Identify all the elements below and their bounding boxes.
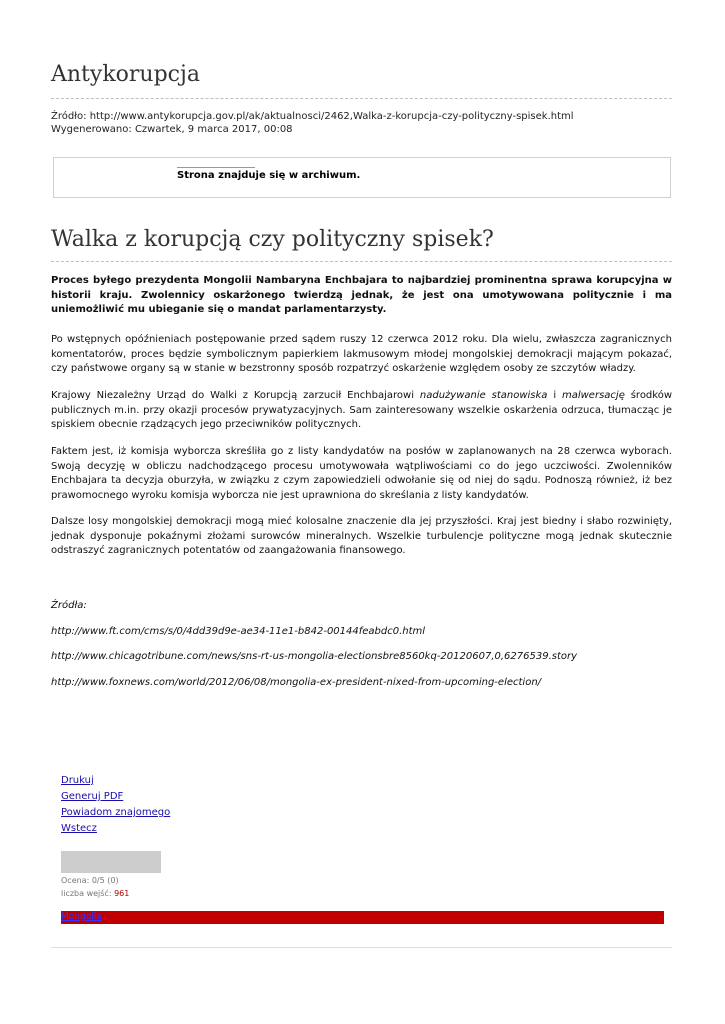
generated-line: Wygenerowano: Czwartek, 9 marca 2017, 00:08 [51,124,293,135]
visit-counter [61,889,129,898]
visit-counter-label: liczba wejść: [61,889,115,898]
title-divider [51,98,672,99]
paragraph-2-text-a: Krajowy Niezależny Urząd do Walki z Korupcją zarzucił Enchbajarowi [51,390,420,401]
site-title: Antykorupcja [51,62,200,87]
back-link[interactable]: Wstecz [61,823,97,834]
notify-friend-link[interactable]: Powiadom znajomego [61,807,171,818]
article-lead: Proces byłego prezydenta Mongolii Nambaryna Enchbajara to najbardziej prominentna sprawa korupcyjna w historii kraju. Zwolennicy oskarżonego twierdzą jednak, że jest ona umotywowana politycznie i ma uniemożliwić mu ubieganie się o mandat parlamentarzysty. [51,275,672,315]
article-title-divider [51,261,672,262]
source-link-1: http://www.ft.com/cms/s/0/4dd39d9e-ae34-11e1-b842-00144feabdc0.html [51,626,426,637]
rating-text: Ocena: 0/5 (0) [61,876,119,885]
sources-label: Źródła: [51,600,87,611]
source-link-3: http://www.foxnews.com/world/2012/06/08/mongolia-ex-president-nixed-from-upcoming-election/ [51,677,542,688]
generate-pdf-link[interactable]: Generuj PDF [61,791,124,802]
article-paragraph-3: Faktem jest, iż komisja wyborcza skreśliła go z listy kandydatów na posłów w zaplanowanych na 28 czerwca wyborach. Swoją decyzję w obliczu nadchodzącego procesu umotywowała wątpliwościami co do jego uczciwości. Zwolenników Enchbajara ta decyzja oburzyła, w związku z czym zapowiedzieli odwołanie się od niej do sądu. Podnoszą również, iż bez prawomocnego wyroku komisja wyborcza nie jest uprawniona do skreślania z listy kandydatów. [51,446,672,501]
emphasis-abuse: nadużywanie stanowiska [419,390,548,401]
source-line: Źródło: http://www.antykorupcja.gov.pl/ak/aktualnosci/2462,Walka-z-korupcja-czy-polityczny-spisek.html [51,111,574,122]
source-link-2: http://www.chicagotribune.com/news/sns-rt-us-mongolia-electionsbre8560kq-20120607,0,6276539.story [51,651,578,662]
article-paragraph-4: Dalsze losy mongolskiej demokracji mogą mieć kolosalne znaczenie dla jej przyszłości. Kraj jest biedny i słabo rozwinięty, jednak dysponuje pokaźnymi złożami surowców mineralnych. Wszelkie turbulencje polityczne mogą jednak skutecznie odstraszyć zagranicznych potentatów od zaangażowania finansowego. [51,516,672,556]
visit-counter-value: 961 [114,889,130,898]
print-link[interactable]: Drukuj [61,775,94,786]
rating-widget[interactable] [61,851,161,873]
article-paragraph-2 [51,389,672,433]
paragraph-2-text-b: i [547,390,562,401]
article-actions [61,773,170,837]
archive-notice-rule [177,167,255,168]
tag-mongolia-link[interactable]: Mongolia [61,912,102,922]
footer-divider [51,947,672,948]
archive-notice: Strona znajduje się w archiwum. [177,170,361,181]
article-paragraph-1: Po wstępnych opóźnieniach postępowanie przed sądem ruszy 12 czerwca 2012 roku. Dla wielu, zwłaszcza zagranicznych komentatorów, proces będzie symbolicznym papierkiem lakmusowym młodej mongolskiej demokracji mającym pokazać, czy państwowe organy są w stanie w bezstronny sposób rozpatrzyć oskarżenie względem osoby ze szczytów władzy. [51,334,672,374]
emphasis-embezzlement: malwersację [561,390,625,401]
archive-notice-box [53,157,671,198]
paragraph-2-text-c: środków publicznych m.in. przy okazji procesów prywatyzacyjnych. Sam zainteresowany wszelkie oskarżenia odrzuca, tłumacząc je spiskiem obecnie rządzących jego przeciwników politycznych. [51,390,673,430]
article-title: Walka z korupcją czy polityczny spisek? [51,227,494,252]
tag-bar [61,911,664,924]
